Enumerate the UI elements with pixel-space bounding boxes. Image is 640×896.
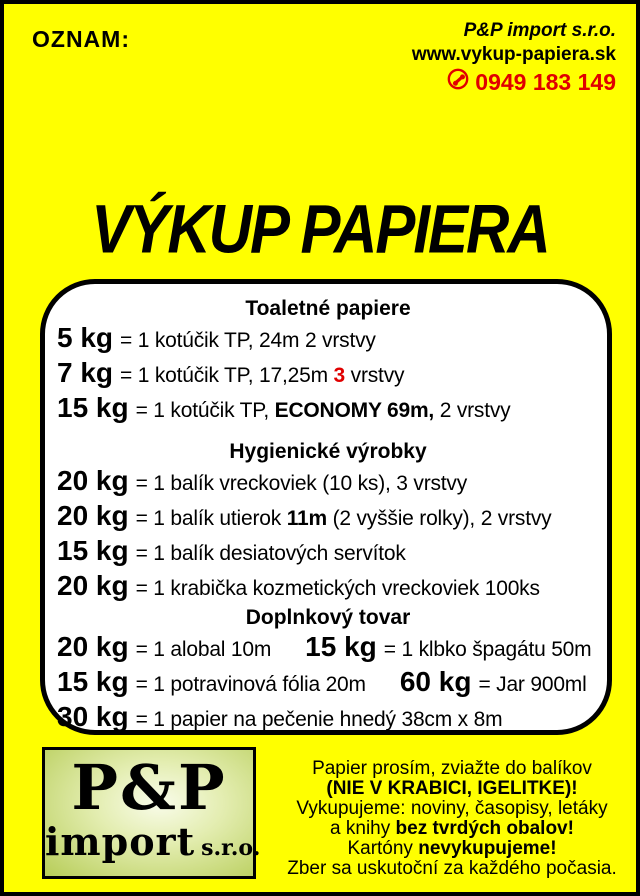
logo-import-line xyxy=(45,819,261,873)
price-item xyxy=(57,701,599,736)
item-description: (2 vyššie rolky), 2 vrstvy xyxy=(326,507,552,530)
logo-import-text: import xyxy=(45,819,196,864)
phone-number: 0949 183 149 xyxy=(475,68,616,95)
kg-value: 15 kg xyxy=(57,666,129,697)
contact-block xyxy=(412,19,616,96)
company-name: P&P import s.r.o. xyxy=(463,20,616,41)
page-title: VÝKUP PAPIERA xyxy=(91,190,549,268)
price-item xyxy=(57,535,599,570)
phone-row xyxy=(412,68,616,97)
footer-notes xyxy=(266,759,638,879)
price-item-row xyxy=(57,666,599,701)
price-item-row xyxy=(57,631,599,666)
note-line xyxy=(266,759,638,779)
item-description: = 1 papier na pečenie hnedý 38cm x 8m xyxy=(135,708,503,731)
kg-value: 20 kg xyxy=(57,465,129,496)
item-description: = 1 krabička kozmetických vreckoviek 100ks xyxy=(135,577,540,600)
kg-value: 15 kg xyxy=(57,392,129,423)
item-description: = 1 balík vreckoviek (10 ks), 3 vrstvy xyxy=(135,472,468,495)
kg-value: 20 kg xyxy=(57,570,129,601)
price-item xyxy=(57,322,599,357)
item-description: = 1 kotúčik TP, xyxy=(135,399,275,422)
note-text: Zber sa uskutoční za každého počasia. xyxy=(287,858,617,879)
item-description: = 1 potravinová fólia 20m xyxy=(135,673,366,696)
section-heading-doplnkovy: Doplnkový tovar xyxy=(245,606,411,629)
kg-value: 20 kg xyxy=(57,631,129,662)
note-line xyxy=(266,779,638,799)
note-text: Vykupujeme: noviny, časopisy, letáky xyxy=(296,798,608,819)
kg-value: 15 kg xyxy=(305,631,377,662)
item-description: = Jar 900ml xyxy=(478,673,587,696)
note-text-bold: nevykupujeme! xyxy=(418,838,557,859)
logo-sro-text: s.r.o. xyxy=(201,835,261,861)
note-line xyxy=(266,799,638,819)
kg-value: 5 kg xyxy=(57,322,114,353)
item-description-bold: 11m xyxy=(286,507,327,530)
item-description-red: 3 xyxy=(333,364,346,387)
note-line xyxy=(266,819,638,839)
price-item xyxy=(57,500,599,535)
price-item xyxy=(57,392,599,427)
website-url: www.vykup-papiera.sk xyxy=(411,43,616,65)
kg-value: 7 kg xyxy=(57,357,114,388)
note-line xyxy=(266,839,638,859)
price-item xyxy=(57,465,599,500)
price-box xyxy=(40,279,612,735)
item-description: = 1 balík utierok xyxy=(135,507,287,530)
item-description: = 1 kotúčik TP, 24m 2 vrstvy xyxy=(120,329,376,352)
price-item xyxy=(57,570,599,605)
company-logo xyxy=(42,747,261,879)
kg-value: 60 kg xyxy=(399,666,472,697)
note-text: a knihy xyxy=(330,818,396,839)
item-description: = 1 alobal 10m xyxy=(135,638,272,661)
phone-circle-icon xyxy=(447,68,469,97)
note-text: Kartóny xyxy=(347,838,419,859)
note-text-bold: (NIE V KRABICI, IGELITKE)! xyxy=(326,778,578,799)
oznam-label: OZNAM: xyxy=(32,26,130,52)
note-text-bold: bez tvrdých obalov! xyxy=(395,818,574,839)
kg-value: 15 kg xyxy=(57,535,129,566)
item-description: = 1 kotúčik TP, 17,25m xyxy=(120,364,334,387)
item-description: = 1 klbko špagátu 50m xyxy=(383,638,592,661)
price-item xyxy=(57,357,599,392)
logo-pp-text: P&P xyxy=(71,751,227,824)
item-description: vrstvy xyxy=(345,364,405,387)
section-heading-toaletne: Toaletné papiere xyxy=(245,297,411,320)
kg-value: 20 kg xyxy=(57,500,129,531)
kg-value: 30 kg xyxy=(57,701,129,732)
note-line xyxy=(266,859,638,879)
section-heading-hygienicke: Hygienické výrobky xyxy=(229,440,427,463)
item-description-bold: ECONOMY 69m, xyxy=(274,399,435,422)
item-description: = 1 balík desiatových servítok xyxy=(135,542,406,565)
note-text: Papier prosím, zviažte do balíkov xyxy=(312,758,592,779)
item-description: 2 vrstvy xyxy=(434,399,511,422)
